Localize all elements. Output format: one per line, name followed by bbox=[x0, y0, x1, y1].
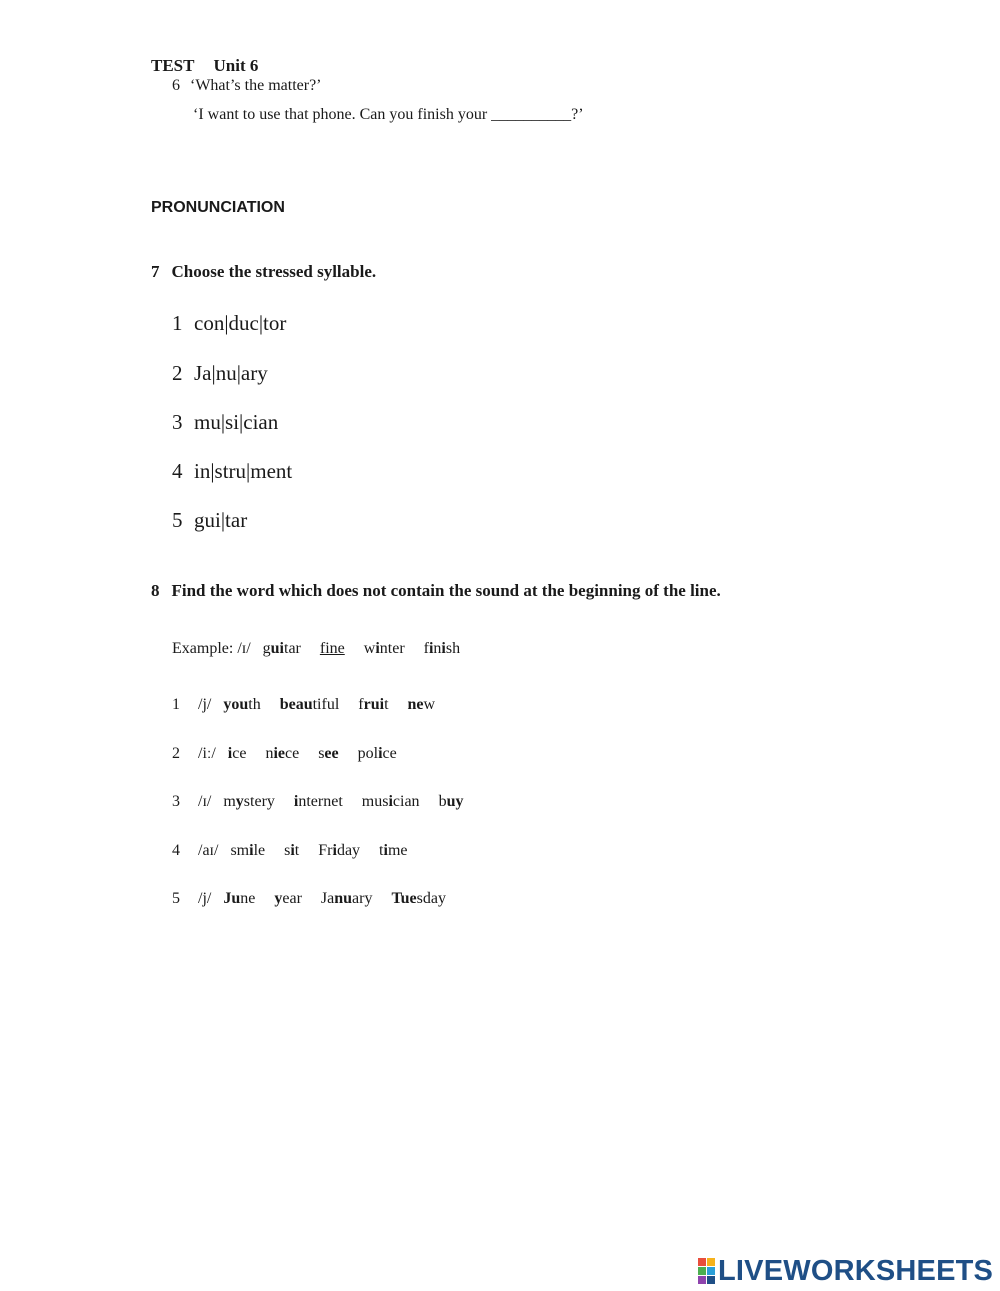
word-option[interactable]: Tuesday bbox=[391, 890, 446, 907]
exercise-7-instruction bbox=[151, 262, 376, 282]
sound-row bbox=[172, 793, 478, 811]
sound-row bbox=[172, 696, 450, 714]
example-label: Example: bbox=[172, 640, 234, 657]
syllable-item[interactable] bbox=[172, 459, 292, 484]
example-word-3: winter bbox=[363, 640, 405, 657]
syllable-item[interactable] bbox=[172, 361, 268, 386]
example-word-4: finish bbox=[423, 640, 461, 657]
item-word: gui|tar bbox=[194, 508, 248, 532]
word-option[interactable]: musician bbox=[361, 793, 420, 810]
item-number: 1 bbox=[172, 311, 183, 335]
header-unit: Unit 6 bbox=[213, 56, 259, 75]
instruction-text: Find the word which does not contain the sound at the beginning of the line. bbox=[171, 581, 721, 600]
sound-symbol: /aɪ/ bbox=[198, 842, 219, 859]
example-answer-word: fine bbox=[319, 640, 345, 657]
word-option[interactable]: beautiful bbox=[279, 696, 340, 713]
word-option[interactable]: buy bbox=[438, 793, 464, 810]
example-sound: /ɪ/ bbox=[237, 640, 251, 657]
row-number: 1 bbox=[172, 696, 180, 713]
sound-symbol: /ɪ/ bbox=[198, 793, 212, 810]
liveworksheets-logo bbox=[698, 1254, 994, 1287]
item-word: mu|si|cian bbox=[194, 410, 279, 434]
word-option[interactable]: new bbox=[407, 696, 436, 713]
word-option[interactable]: youth bbox=[223, 696, 261, 713]
word-option[interactable]: see bbox=[318, 745, 339, 762]
item-number: 3 bbox=[172, 410, 183, 434]
item-word: con|duc|tor bbox=[194, 311, 287, 335]
word-option[interactable]: niece bbox=[265, 745, 300, 762]
item-number: 2 bbox=[172, 361, 183, 385]
row-number: 5 bbox=[172, 890, 180, 907]
header-title: TEST bbox=[151, 56, 195, 75]
word-option[interactable]: ice bbox=[227, 745, 247, 762]
exercise-number: 7 bbox=[151, 262, 160, 281]
item-number: 5 bbox=[172, 508, 183, 532]
question-number: 6 bbox=[172, 77, 180, 94]
word-option[interactable]: police bbox=[357, 745, 397, 762]
sound-symbol: /j/ bbox=[198, 696, 212, 713]
syllable-item[interactable] bbox=[172, 410, 278, 435]
row-number: 3 bbox=[172, 793, 180, 810]
syllable-item[interactable] bbox=[172, 508, 247, 533]
word-option[interactable]: time bbox=[379, 842, 408, 859]
word-option[interactable]: January bbox=[320, 890, 373, 907]
word-option[interactable]: year bbox=[274, 890, 302, 907]
word-option[interactable]: Friday bbox=[318, 842, 361, 859]
sound-row bbox=[172, 842, 423, 860]
logo-blocks-icon bbox=[698, 1258, 715, 1284]
row-number: 4 bbox=[172, 842, 180, 859]
question-text: ‘What’s the matter?’ bbox=[190, 77, 322, 94]
item-word: in|stru|ment bbox=[194, 459, 293, 483]
word-option[interactable]: smile bbox=[230, 842, 266, 859]
instruction-text: Choose the stressed syllable. bbox=[171, 262, 377, 281]
question-6-line-2: ‘I want to use that phone. Can you finish your __________?’ bbox=[193, 106, 584, 123]
word-option[interactable]: June bbox=[223, 890, 256, 907]
sound-symbol: /j/ bbox=[198, 890, 212, 907]
sound-symbol: /iː/ bbox=[198, 745, 216, 762]
word-option[interactable]: fruit bbox=[358, 696, 389, 713]
row-number: 2 bbox=[172, 745, 180, 762]
question-6-line-1 bbox=[172, 77, 322, 95]
syllable-item[interactable] bbox=[172, 311, 286, 336]
item-word: Ja|nu|ary bbox=[194, 361, 268, 385]
item-number: 4 bbox=[172, 459, 183, 483]
example-word-1: guitar bbox=[262, 640, 301, 657]
example-row bbox=[172, 640, 475, 658]
page-header bbox=[151, 56, 258, 76]
section-title: PRONUNCIATION bbox=[151, 199, 285, 216]
exercise-number: 8 bbox=[151, 581, 160, 600]
exercise-8-instruction bbox=[151, 581, 721, 601]
word-option[interactable]: internet bbox=[293, 793, 343, 810]
sound-row bbox=[172, 745, 412, 763]
word-option[interactable]: mystery bbox=[223, 793, 275, 810]
word-option[interactable]: sit bbox=[284, 842, 300, 859]
logo-text: LIVEWORKSHEETS bbox=[718, 1254, 994, 1287]
sound-row bbox=[172, 890, 461, 908]
